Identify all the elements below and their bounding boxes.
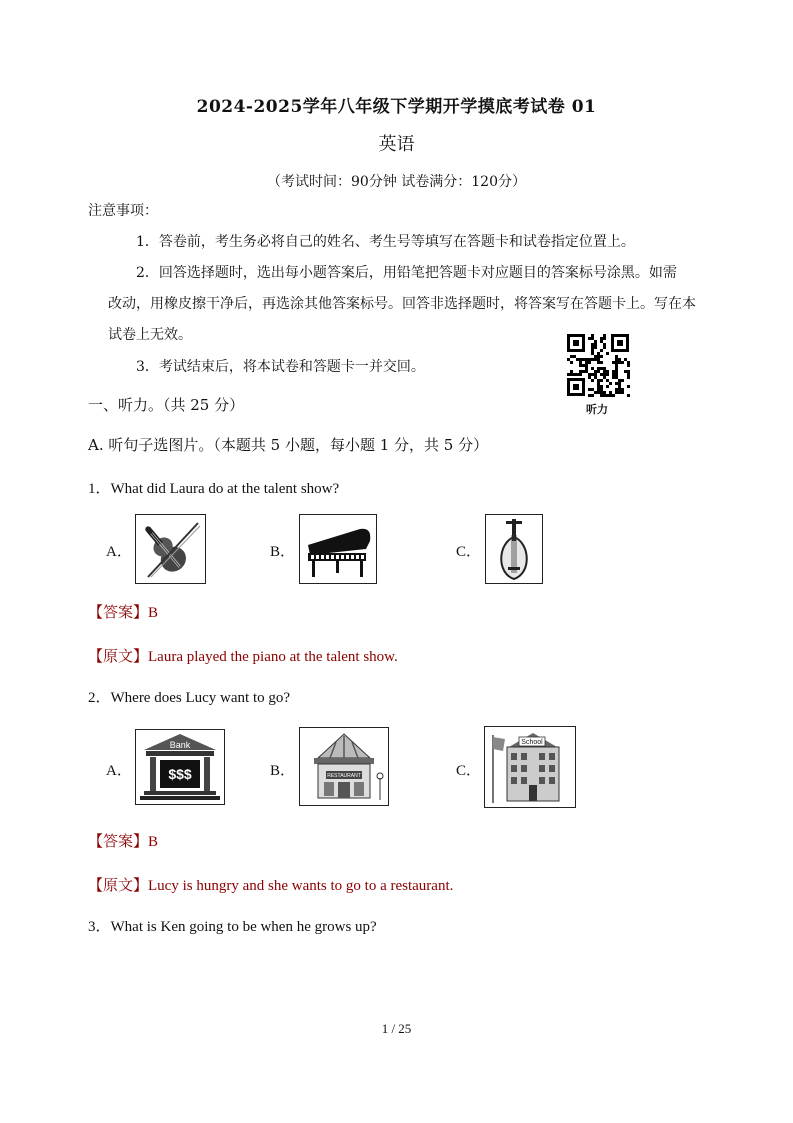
q2-option-a-label: A． [106,763,132,779]
question-3-stem: 3．What is Ken going to be when he grows up? [88,919,377,935]
school-sign-text: School [521,739,543,746]
part-a-title: A. 听句子选图片。（本题共 5 小题，每小题 1 分，共 5 分） [88,436,489,454]
note-item-1: 1．答卷前，考生务必将自己的姓名、考生号等填写在答题卡和试卷指定位置上。 [136,234,635,250]
q2-option-b-label: B． [270,763,296,779]
answer-value: B [148,605,159,621]
note-item-2-line-2: 改动，用橡皮擦干净后，再选涂其他答案标号。回答非选择题时，将答案写在答题卡上。写在本 [108,296,696,312]
qr-code-icon[interactable] [565,332,631,398]
bank-icon[interactable] [135,729,225,805]
q2-option-c-label: C． [456,763,482,779]
school-icon[interactable] [484,726,576,808]
subject-title: 英语 [378,134,415,155]
answer-tag: 【答案】 [88,603,149,621]
qr-label: 听力 [586,403,608,416]
q1-answer [88,601,158,622]
note-item-3: 3．考试结束后，将本试卷和答题卡一并交回。 [136,359,425,375]
script-tag: 【原文】 [88,647,149,665]
restaurant-sign-text: RESTAURANT [327,773,361,779]
note-item-2-line-3: 试卷上无效。 [108,327,192,343]
script-text: Lucy is hungry and she wants to go to a restaurant. [148,878,454,894]
section-1-title: 一、听力。（共 25 分） [88,396,245,414]
notes-heading: 注意事项： [88,203,158,219]
answer-tag: 【答案】 [88,832,149,850]
bank-sign-text: Bank [169,740,191,750]
violin-icon[interactable] [135,514,206,584]
page-number: 1 / 25 [381,1021,412,1036]
q1-option-a-label: A． [106,544,132,560]
question-2-stem: 2．Where does Lucy want to go? [88,690,291,706]
script-tag: 【原文】 [88,876,149,894]
exam-title: 2024-2025学年八年级下学期开学摸底考试卷 01 [196,97,597,117]
q1-option-c-label: C． [456,544,482,560]
pipa-icon[interactable] [485,514,543,584]
note-item-2-line-1: 2．回答选择题时，选出每小题答案后，用铅笔把答题卡对应题目的答案标号涂黑。如需 [136,265,677,281]
bank-money-text: $$$ [168,766,192,782]
piano-icon[interactable] [299,514,377,584]
q2-script [88,874,453,895]
exam-time-info: （考试时间：90分钟 试卷满分：120分） [267,174,526,190]
answer-value: B [148,834,159,850]
q2-answer [88,830,158,851]
question-1-stem: 1．What did Laura do at the talent show? [88,481,340,497]
restaurant-icon[interactable] [299,727,389,806]
script-text: Laura played the piano at the talent show. [148,649,398,665]
q1-option-b-label: B． [270,544,296,560]
q1-script [88,645,398,666]
